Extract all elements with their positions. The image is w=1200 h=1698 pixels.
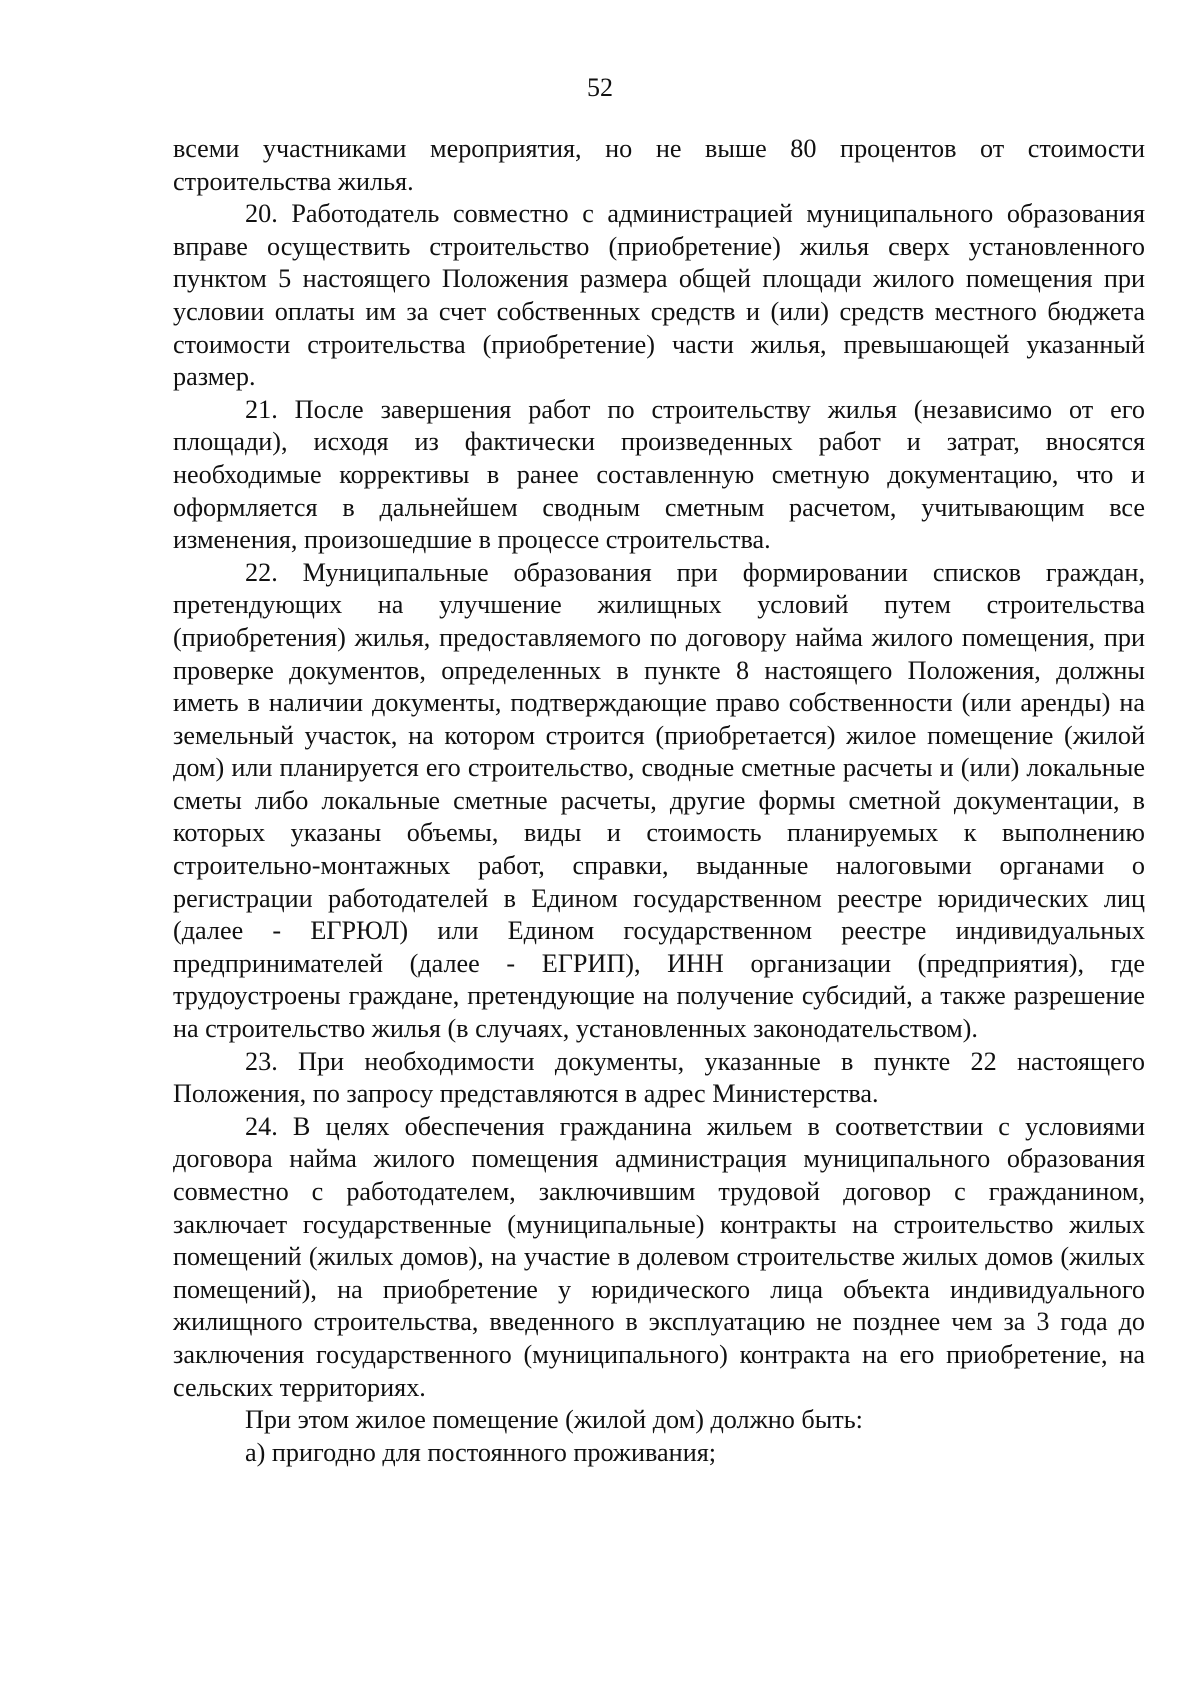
paragraph-21: 21. После завершения работ по строительству жилья (независимо от его площади), исходя из фактически произведенных работ и затрат, вносятся необходимые коррективы в ранее составленную сметную документацию, что и оформляется в дальнейшем сводным сметным расчетом, учитывающим все изменения, произошедшие в процессе строительства. [173,394,1145,555]
page-number: 52 [587,73,613,102]
list-item-a: а) пригодно для постоянного проживания; [245,1437,717,1467]
paragraph-conditions-intro: При этом жилое помещение (жилой дом) должно быть: [245,1405,863,1435]
paragraph-22: 22. Муниципальные образования при формировании списков граждан, претендующих на улучшение жилищных условий путем строительства (приобретения) жилья, предоставляемого по договору найма жилого помещения, при проверке документов, определенных в пункте 8 настоящего Положения, должны иметь в наличии документы, подтверждающие право собственности (или аренды) на земельный участок, на котором строится (приобретается) жилое помещение (жилой дом) или планируется его строительство, сводные сметные расчеты и (или) локальные сметы либо локальные сметные расчеты, другие формы сметной документации, в которых указаны объемы, виды и стоимость планируемых к выполнению строительно-монтажных работ, справки, выданные налоговыми органами о регистрации работодателей в Едином государственном реестре юридических лиц (далее - ЕГРЮЛ) или Едином государственном реестре индивидуальных предпринимателей (далее - ЕГРИП), ИНН организации (предприятия), где трудоустроены граждане, претендующие на получение субсидий, а также разрешение на строительство жилья (в случаях, установленных законодательством). [173,557,1145,1044]
body-text [173,133,1145,1469]
paragraph-23: 23. При необходимости документы, указанные в пункте 22 настоящего Положения, по запросу представляются в адрес Министерства. [173,1046,1145,1109]
paragraph-continuation: всеми участниками мероприятия, но не выше 80 процентов от стоимости строительства жилья. [173,134,1145,196]
paragraph-24: 24. В целях обеспечения гражданина жильем в соответствии с условиями договора найма жилого помещения администрация муниципального образования совместно с работодателем, заключившим трудовой договор с гражданином, заключает государственные (муниципальные) контракты на строительство жилых помещений (жилых домов), на участие в долевом строительстве жилых домов (жилых помещений), на приобретение у юридического лица объекта индивидуального жилищного строительства, введенного в эксплуатацию не позднее чем за 3 года до заключения государственного (муниципального) контракта на его приобретение, на сельских территориях. [173,1111,1145,1402]
paragraph-20: 20. Работодатель совместно с администрацией муниципального образования вправе осуществить строительство (приобретение) жилья сверх установленного пунктом 5 настоящего Положения размера общей площади жилого помещения при условии оплаты им за счет собственных средств и (или) средств местного бюджета стоимости строительства (приобретение) части жилья, превышающей указанный размер. [173,199,1145,392]
